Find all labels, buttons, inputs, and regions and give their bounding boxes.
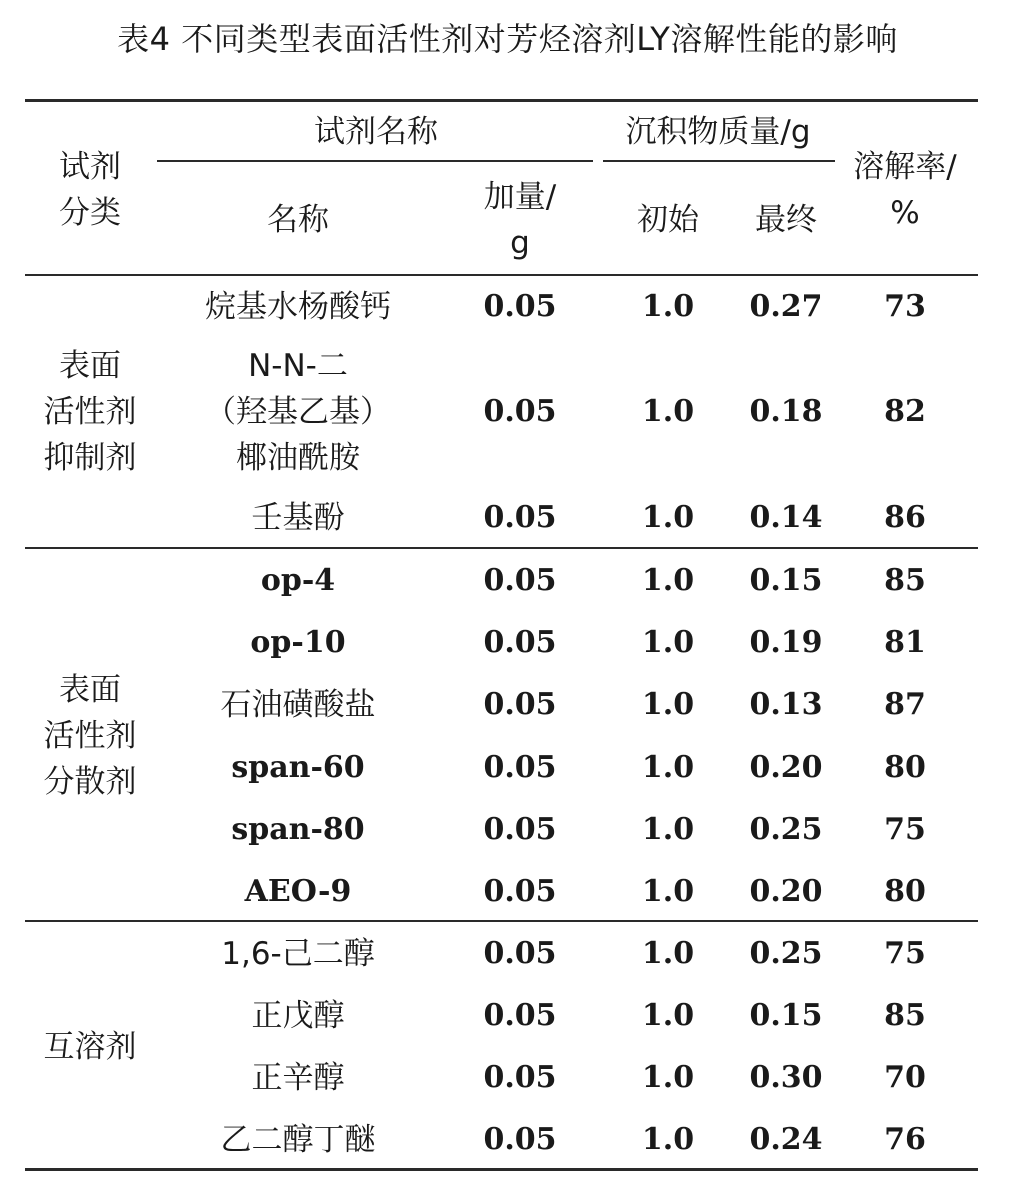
cell-final: 0.13: [749, 687, 823, 722]
cell-rate: 85: [884, 998, 926, 1033]
header-sediment-group: 沉积物质量/g: [625, 114, 811, 150]
cell-initial: 1.0: [641, 687, 695, 722]
cell-dosage: 0.05: [483, 500, 557, 535]
cell-final: 0.15: [749, 563, 823, 598]
cell-rate: 86: [884, 500, 926, 535]
cell-dosage: 0.05: [483, 625, 557, 660]
cell-rate: 75: [884, 936, 926, 971]
header-dosage: 加量/ g: [483, 179, 557, 261]
header-initial: 初始: [637, 202, 699, 238]
cell-final: 0.25: [749, 936, 823, 971]
cell-dosage: 0.05: [483, 1122, 557, 1157]
header-reagent-group: 试剂名称: [314, 114, 438, 150]
cell-name: op-10: [250, 625, 346, 660]
cell-name: N-N-二 （羟基乙基） 椰油酰胺: [205, 348, 391, 476]
cell-final: 0.19: [749, 625, 823, 660]
cell-name: span-60: [231, 750, 365, 785]
cell-initial: 1.0: [641, 936, 695, 971]
table-rule: [25, 547, 978, 549]
group-category: 表面 活性剂 分散剂: [43, 672, 137, 800]
cell-dosage: 0.05: [483, 687, 557, 722]
cell-final: 0.30: [749, 1060, 823, 1095]
cell-initial: 1.0: [641, 289, 695, 324]
cell-name: 正戊醇: [251, 998, 345, 1034]
cell-final: 0.18: [749, 394, 823, 429]
cell-name: 烷基水杨酸钙: [205, 289, 391, 325]
table-rule: [25, 920, 978, 922]
cell-dosage: 0.05: [483, 812, 557, 847]
cell-initial: 1.0: [641, 500, 695, 535]
cell-initial: 1.0: [641, 1060, 695, 1095]
cell-name: AEO-9: [244, 874, 352, 909]
cell-final: 0.25: [749, 812, 823, 847]
header-final: 最终: [755, 202, 817, 238]
table-title: 表4 不同类型表面活性剂对芳烃溶剂LY溶解性能的影响: [117, 20, 898, 58]
cell-name: 乙二醇丁醚: [220, 1122, 376, 1158]
cell-dosage: 0.05: [483, 750, 557, 785]
cell-initial: 1.0: [641, 750, 695, 785]
group-category: 互溶剂: [43, 1029, 137, 1065]
cell-dosage: 0.05: [483, 563, 557, 598]
cell-initial: 1.0: [641, 1122, 695, 1157]
cell-dosage: 0.05: [483, 289, 557, 324]
table-rule: [25, 274, 978, 276]
cell-dosage: 0.05: [483, 874, 557, 909]
cell-dosage: 0.05: [483, 998, 557, 1033]
cell-rate: 81: [884, 625, 926, 660]
cell-dosage: 0.05: [483, 1060, 557, 1095]
header-name: 名称: [267, 202, 329, 238]
cell-final: 0.15: [749, 998, 823, 1033]
cell-final: 0.14: [749, 500, 823, 535]
cell-rate: 87: [884, 687, 926, 722]
header-rate: 溶解率/ %: [853, 149, 957, 231]
cell-final: 0.24: [749, 1122, 823, 1157]
cell-initial: 1.0: [641, 812, 695, 847]
table-rule: [157, 160, 593, 162]
cell-rate: 82: [884, 394, 926, 429]
cell-rate: 76: [884, 1122, 926, 1157]
cell-rate: 80: [884, 874, 926, 909]
cell-initial: 1.0: [641, 563, 695, 598]
cell-name: 1,6-己二醇: [221, 936, 375, 972]
cell-initial: 1.0: [641, 874, 695, 909]
cell-rate: 85: [884, 563, 926, 598]
cell-initial: 1.0: [641, 998, 695, 1033]
cell-name: 正辛醇: [251, 1060, 345, 1096]
cell-rate: 70: [884, 1060, 926, 1095]
cell-rate: 75: [884, 812, 926, 847]
header-category: 试剂 分类: [59, 149, 121, 231]
cell-dosage: 0.05: [483, 394, 557, 429]
cell-name: 石油磺酸盐: [220, 687, 376, 723]
cell-rate: 73: [884, 289, 926, 324]
cell-name: 壬基酚: [251, 500, 345, 536]
cell-name: span-80: [231, 812, 365, 847]
cell-initial: 1.0: [641, 394, 695, 429]
group-category: 表面 活性剂 抑制剂: [43, 348, 137, 476]
cell-name: op-4: [260, 563, 336, 598]
cell-rate: 80: [884, 750, 926, 785]
cell-dosage: 0.05: [483, 936, 557, 971]
cell-final: 0.20: [749, 874, 823, 909]
table-rule: [25, 1168, 978, 1171]
cell-final: 0.27: [749, 289, 823, 324]
cell-initial: 1.0: [641, 625, 695, 660]
cell-final: 0.20: [749, 750, 823, 785]
table-rule: [603, 160, 835, 162]
table-rule: [25, 99, 978, 102]
